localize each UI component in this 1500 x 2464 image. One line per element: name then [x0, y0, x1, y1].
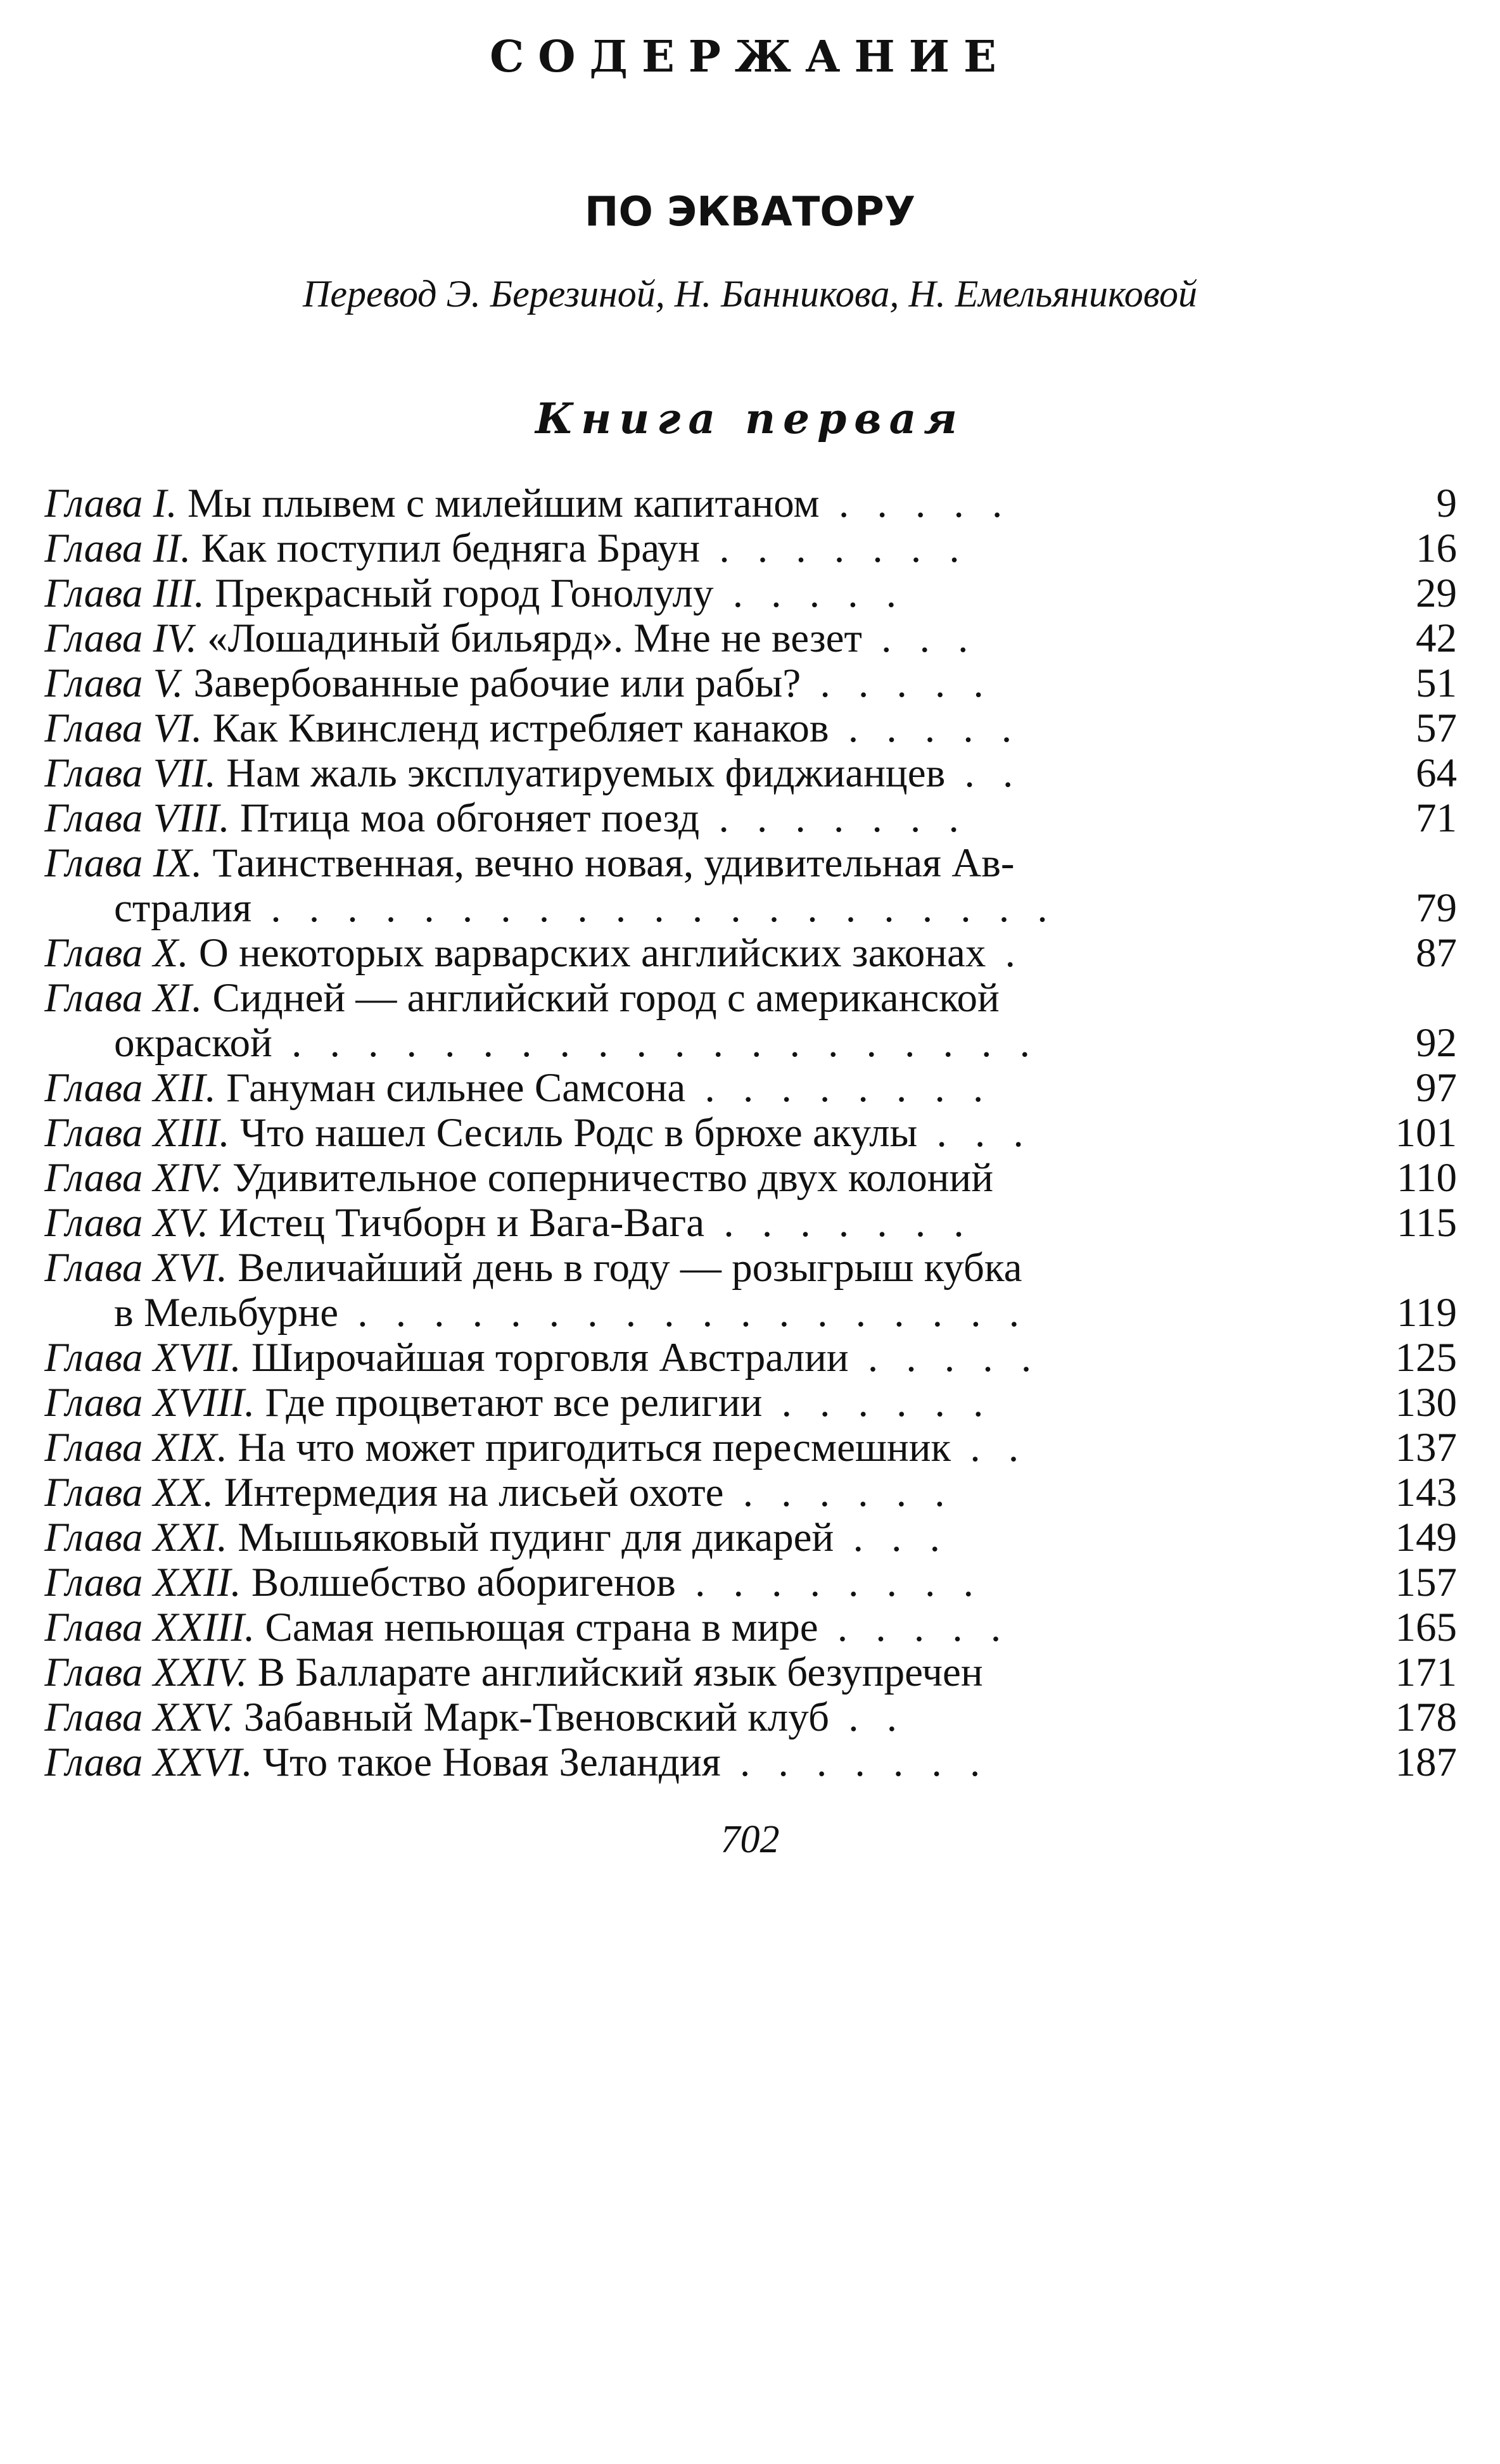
toc-page-number: 178 [1395, 1695, 1457, 1740]
chapter-label: Глава XV. [44, 1201, 208, 1246]
leader-dots: . . . . . . [723, 1470, 954, 1515]
chapter-title: «Лошадиный бильярд». Мне не везет [207, 616, 862, 661]
chapter-label: Глава XXII. [44, 1560, 241, 1605]
leader-dots: . . . . . . . . [685, 1066, 993, 1111]
chapter-label: Глава X. [44, 931, 189, 976]
chapter-title: Где процветают все религии [265, 1380, 763, 1425]
toc-page-number: 9 [1436, 481, 1457, 526]
toc-page-number: 171 [1395, 1650, 1457, 1695]
toc-entry [44, 1740, 1457, 1785]
toc-page-number: 110 [1396, 1155, 1457, 1201]
chapter-label: Глава XI. [44, 976, 203, 1021]
leader-dots: . [986, 931, 1024, 976]
section-title: ПО ЭКВАТОРУ [584, 189, 916, 236]
toc-page-number: 125 [1395, 1335, 1457, 1380]
toc-page-number: 71 [1416, 795, 1457, 841]
toc-entry [44, 1650, 1457, 1695]
toc-entry [44, 1066, 1457, 1111]
toc-entry [44, 526, 1457, 571]
toc-page-number: 64 [1416, 750, 1457, 796]
leader-dots: . . . . . [819, 481, 1012, 526]
toc-entry [44, 661, 1457, 706]
toc-page-number: 143 [1395, 1470, 1457, 1515]
chapter-label: Глава XXVI. [44, 1740, 253, 1785]
chapter-title: Волшебство аборигенов [251, 1560, 676, 1605]
chapter-title: Истец Тичборн и Вага-Вага [219, 1201, 705, 1246]
leader-dots: . . . . . . . [720, 1740, 989, 1785]
toc-entry [44, 571, 1457, 616]
leader-dots: . . . . . . . . . . . . . . . . . . [338, 1291, 1029, 1336]
chapter-label: Глава I. [44, 481, 177, 526]
leader-dots: . . . . . [848, 1336, 1041, 1380]
chapter-label: Глава V. [44, 661, 184, 706]
leader-dots: . . . . . [801, 661, 993, 706]
toc-page-number: 130 [1395, 1380, 1457, 1425]
leader-dots: . . . . . . . . . . . . . . . . . . . . [272, 1021, 1039, 1066]
leader-dots: . . [829, 1695, 906, 1740]
chapter-title: Завербованные рабочие или рабы? [193, 661, 801, 706]
chapter-title: О некоторых варварских английских законах [198, 931, 986, 976]
chapter-title: В Балларате английский язык безупречен [257, 1650, 983, 1695]
toc-entry [44, 1336, 1457, 1380]
chapter-label: Глава III. [44, 571, 205, 616]
leader-dots: . . [945, 751, 1022, 796]
toc-entry [44, 1156, 1457, 1201]
chapter-title: Самая непьющая страна в мире [265, 1605, 818, 1650]
toc-page-number: 115 [1396, 1200, 1457, 1246]
chapter-title: Что нашел Сесиль Родс в брюхе акулы [239, 1111, 918, 1156]
toc-entry [44, 751, 1457, 796]
toc-page-number: 165 [1395, 1605, 1457, 1650]
chapter-title: Забавный Марк-Твеновский клуб [243, 1695, 830, 1740]
chapter-label: Глава XVII. [44, 1336, 241, 1380]
chapter-title: На что может пригодиться пересмешник [238, 1425, 951, 1470]
chapter-title: Удивительное соперничество двух колоний [232, 1156, 994, 1201]
chapter-label: Глава IX. [44, 841, 203, 886]
chapter-label: Глава XXIII. [44, 1605, 255, 1650]
toc-entry [44, 796, 1457, 841]
toc-page-number: 51 [1416, 660, 1457, 706]
chapter-label: Глава XX. [44, 1470, 214, 1515]
leader-dots: . . . . . . [762, 1380, 993, 1425]
chapter-label: Глава XVIII. [44, 1380, 255, 1425]
page-number: 702 [720, 1818, 780, 1861]
leader-dots: . . . . . . . [699, 796, 968, 841]
toc-page-number: 29 [1416, 571, 1457, 616]
chapter-label: Глава VII. [44, 751, 216, 796]
toc-entry [44, 706, 1457, 751]
chapter-label: Глава XIII. [44, 1111, 230, 1156]
chapter-label: Глава VI. [44, 706, 203, 751]
chapter-title: Нам жаль эксплуатируемых фиджианцев [226, 751, 946, 796]
toc-entry [44, 841, 1457, 931]
toc-page-number: 57 [1416, 705, 1457, 751]
leader-dots: . . . . . [713, 571, 905, 616]
table-of-contents [44, 481, 1457, 1785]
toc-entry [44, 1246, 1457, 1336]
toc-entry [44, 931, 1457, 976]
leader-dots: . . . . . [829, 706, 1021, 751]
chapter-title: Интермедия на лисьей охоте [224, 1470, 724, 1515]
toc-page-number: 92 [1416, 1020, 1457, 1066]
leader-dots: . . . [861, 616, 977, 661]
toc-page-number: 87 [1416, 930, 1457, 976]
leader-dots: . . . . . . . [704, 1201, 973, 1246]
toc-page-number: 157 [1395, 1560, 1457, 1605]
toc-page-number: 42 [1416, 616, 1457, 661]
leader-dots: . . . . . . . . . . . . . . . . . . . . . [251, 886, 1057, 931]
chapter-title: Прекрасный город Гонолулу [215, 571, 714, 616]
translators-line: Перевод Э. Березиной, Н. Банникова, Н. Емельяниковой [303, 273, 1197, 315]
chapter-label: Глава XXI. [44, 1515, 227, 1560]
chapter-label: Глава XXV. [44, 1695, 234, 1740]
toc-page-number: 149 [1395, 1515, 1457, 1560]
toc-entry [44, 976, 1457, 1066]
chapter-label: Глава IV. [44, 616, 197, 661]
chapter-label: Глава XXIV. [44, 1650, 248, 1695]
chapter-title: Ганумaн сильнее Самсона [226, 1066, 686, 1111]
leader-dots: . . . [917, 1111, 1033, 1156]
toc-entry [44, 1605, 1457, 1650]
chapter-title: Широчайшая торговля Австралии [251, 1336, 849, 1380]
chapter-label: Глава XVI. [44, 1246, 227, 1291]
chapter-title-continuation: окраской [114, 1021, 272, 1066]
chapter-title: Что такое Новая Зеландия [262, 1740, 721, 1785]
toc-page-number: 101 [1395, 1110, 1457, 1156]
toc-page-number: 97 [1416, 1065, 1457, 1111]
toc-page-number: 79 [1416, 885, 1457, 931]
chapter-label: Глава XIV. [44, 1156, 222, 1201]
toc-entry [44, 616, 1457, 661]
toc-page-number: 119 [1396, 1290, 1457, 1336]
toc-entry [44, 1470, 1457, 1515]
chapter-label: Глава II. [44, 526, 191, 571]
leader-dots: . . . . . [818, 1605, 1010, 1650]
toc-page-number: 16 [1416, 526, 1457, 571]
toc-entry [44, 1201, 1457, 1246]
toc-entry [44, 1695, 1457, 1740]
chapter-label: Глава VIII. [44, 796, 230, 841]
chapter-title: Сидней — английский город с американской [212, 976, 1000, 1021]
chapter-title: Птица моа обгоняет поезд [239, 796, 700, 841]
chapter-title: Мышьяковый пудинг для дикарей [238, 1515, 834, 1560]
leader-dots: . . . [834, 1515, 949, 1560]
chapter-label: Глава XII. [44, 1066, 216, 1111]
toc-entry [44, 1111, 1457, 1156]
chapter-title: Таинственная, вечно новая, удивительная Ав- [212, 841, 1015, 886]
toc-entry [44, 481, 1457, 526]
leader-dots: . . . . . . . [700, 526, 969, 571]
toc-entry [44, 1380, 1457, 1425]
chapter-title: Мы плывем с милейшим капитаном [187, 481, 820, 526]
chapter-title-continuation: в Мельбурне [114, 1291, 339, 1336]
chapter-label: Глава XIX. [44, 1425, 227, 1470]
toc-page-number: 137 [1395, 1425, 1457, 1470]
toc-entry [44, 1515, 1457, 1560]
book-title: Книга первая [535, 394, 965, 443]
leader-dots: . . [951, 1425, 1028, 1470]
chapter-title: Как поступил бедняга Браун [201, 526, 701, 571]
toc-entry [44, 1425, 1457, 1470]
chapter-title: Величайший день в году — розыгрыш кубка [238, 1246, 1022, 1291]
leader-dots: . . . . . . . . [675, 1560, 982, 1605]
toc-entry [44, 1560, 1457, 1605]
toc-page-number: 187 [1395, 1740, 1457, 1785]
chapter-title-continuation: стралия [114, 886, 252, 931]
chapter-title: Как Квинсленд истребляет канаков [212, 706, 829, 751]
contents-title: СОДЕРЖАНИЕ [490, 32, 1010, 82]
